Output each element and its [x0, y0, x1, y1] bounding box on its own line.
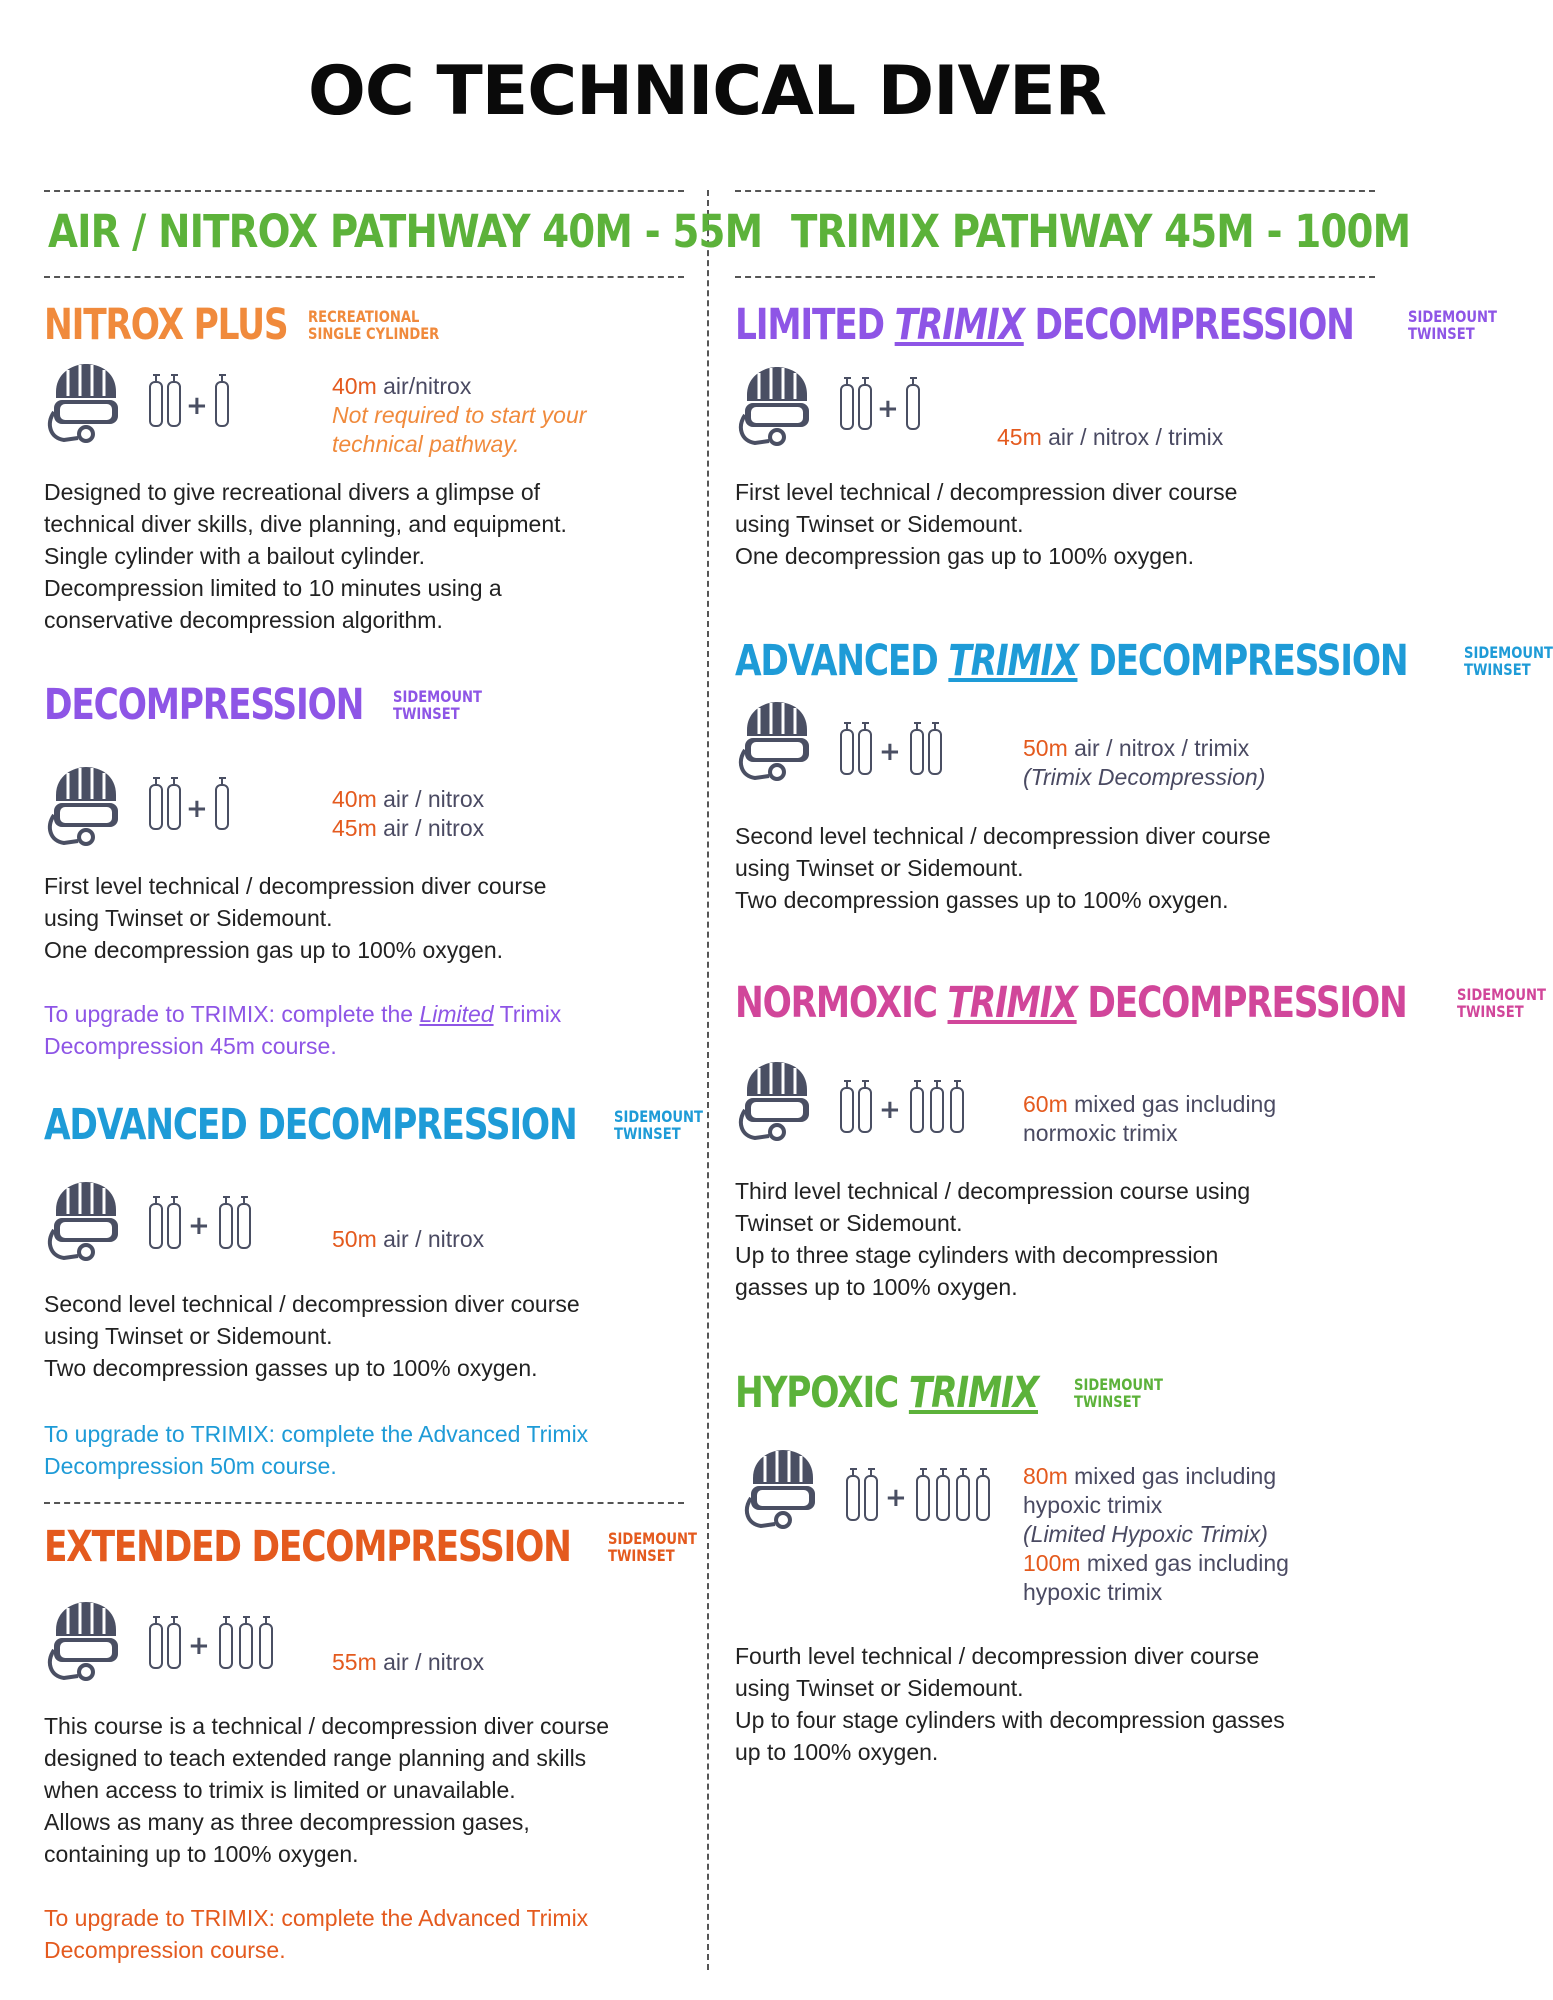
spec-text: air / nitrox — [376, 1649, 485, 1675]
course-tag — [1408, 308, 1497, 342]
pathway-title-left: AIR / NITROX PATHWAY 40M - 55M — [48, 205, 763, 258]
desc-line: This course is a technical / decompression diver course — [44, 1713, 610, 1739]
desc-line: using Twinset or Sidemount. — [735, 855, 1024, 881]
name-part: LIMITED — [735, 300, 895, 350]
course-nitrox-plus — [44, 300, 724, 350]
equipment-icons — [44, 765, 244, 855]
name-part: NORMOXIC — [735, 978, 948, 1028]
depth: 60m — [1023, 1091, 1068, 1117]
course-name — [735, 1368, 1038, 1418]
desc-line: Two decompression gasses up to 100% oxygen. — [44, 1355, 538, 1381]
right-column — [735, 0, 1553, 2000]
spec-text: air/nitrox — [376, 373, 472, 399]
desc-line: Designed to give recreational divers a glimpse of — [44, 479, 541, 505]
tag-line: TWINSET — [1456, 1002, 1524, 1021]
spec-text: air / nitrox — [376, 815, 485, 841]
depth: 100m — [1023, 1550, 1081, 1576]
name-emphasis: TRIMIX — [894, 300, 1024, 350]
course-name: DECOMPRESSION — [44, 680, 364, 730]
desc-line: Allows as many as three decompression gases, — [44, 1809, 530, 1835]
desc-line: using Twinset or Sidemount. — [44, 905, 333, 931]
course-description — [735, 1175, 1395, 1303]
course-specs — [997, 423, 1223, 452]
depth: 50m — [332, 1226, 377, 1252]
desc-line: Twinset or Sidemount. — [735, 1210, 963, 1236]
desc-line: Second level technical / decompression diver course — [735, 823, 1271, 849]
upgrade-note — [44, 1902, 684, 1966]
tag-line: RECREATIONAL — [308, 307, 420, 326]
course-name — [735, 636, 1407, 686]
depth: 40m — [332, 373, 377, 399]
spec-text: air / nitrox / trimix — [1067, 735, 1250, 761]
desc-line: First level technical / decompression diver course — [44, 873, 547, 899]
page-title: OC TECHNICAL DIVER — [308, 52, 1106, 131]
upgrade-note — [44, 1418, 684, 1482]
course-name: ADVANCED DECOMPRESSION — [44, 1100, 577, 1150]
course-limited-trimix — [735, 300, 1498, 350]
svg-text:+: + — [186, 794, 208, 824]
course-tag — [1464, 644, 1553, 678]
course-description — [44, 476, 704, 636]
svg-text:+: + — [877, 394, 899, 424]
svg-text:+: + — [885, 1483, 907, 1513]
equipment-icons — [44, 1180, 284, 1270]
desc-line: One decompression gas up to 100% oxygen. — [44, 937, 504, 963]
course-tag — [614, 1108, 703, 1142]
course-normoxic-trimix — [735, 978, 1546, 1028]
depth: 40m — [332, 786, 377, 812]
note-text: To upgrade to TRIMIX: complete the Advanced Trimix — [44, 1421, 589, 1447]
divider-left-sub — [44, 276, 684, 278]
tag-line: TWINSET — [613, 1124, 681, 1143]
tag-line: TWINSET — [1073, 1392, 1141, 1411]
course-specs — [1023, 734, 1265, 792]
tag-line: SIDEMOUNT — [1408, 307, 1498, 326]
course-specs — [332, 1648, 484, 1677]
svg-text:+: + — [879, 737, 901, 767]
course-specs — [1023, 1090, 1276, 1148]
diver-gear-icon — [735, 700, 975, 790]
desc-line: Two decompression gasses up to 100% oxygen. — [735, 887, 1229, 913]
desc-line: using Twinset or Sidemount. — [735, 511, 1024, 537]
diver-gear-icon — [741, 1448, 1021, 1538]
spec-text: mixed gas including — [1080, 1550, 1289, 1576]
course-hypoxic-trimix — [735, 1368, 1415, 1418]
note-text: Decompression 50m course. — [44, 1453, 337, 1479]
svg-text:+: + — [188, 1211, 210, 1241]
divider-right-sub — [735, 276, 1375, 278]
course-description — [44, 870, 704, 966]
spec-text: air / nitrox — [376, 1226, 485, 1252]
name-part: DECOMPRESSION — [1023, 300, 1354, 350]
desc-line: Fourth level technical / decompression diver course — [735, 1643, 1260, 1669]
upgrade-note — [44, 998, 684, 1062]
note-text: Trimix — [493, 1001, 562, 1027]
desc-line: Single cylinder with a bailout cylinder. — [44, 543, 425, 569]
course-advanced-trimix — [735, 636, 1553, 686]
desc-line: when access to trimix is limited or unavailable. — [44, 1777, 516, 1803]
tag-line: SINGLE CYLINDER — [308, 324, 440, 343]
tag-line: SIDEMOUNT — [393, 687, 482, 706]
desc-line: technical diver skills, dive planning, and equipment. — [44, 511, 567, 537]
desc-line: First level technical / decompression diver course — [735, 479, 1238, 505]
tag-line: TWINSET — [608, 1546, 676, 1565]
desc-line: One decompression gas up to 100% oxygen. — [735, 543, 1195, 569]
desc-line: gasses up to 100% oxygen. — [735, 1274, 1018, 1300]
desc-line: Decompression limited to 10 minutes using a — [44, 575, 502, 601]
desc-line: Up to three stage cylinders with decompression — [735, 1242, 1219, 1268]
name-part: DECOMPRESSION — [1077, 636, 1408, 686]
equipment-icons — [735, 365, 935, 455]
depth: 45m — [332, 815, 377, 841]
course-specs — [1023, 1462, 1289, 1607]
desc-line: designed to teach extended range planning and skills — [44, 1745, 587, 1771]
tag-line: SIDEMOUNT — [1073, 1375, 1163, 1394]
name-emphasis: TRIMIX — [948, 636, 1078, 686]
note-text: To upgrade to TRIMIX: complete the Advanced Trimix — [44, 1905, 589, 1931]
equipment-icons — [735, 1060, 995, 1150]
desc-line: using Twinset or Sidemount. — [735, 1675, 1024, 1701]
name-part: ADVANCED — [735, 636, 949, 686]
depth: 80m — [1023, 1463, 1068, 1489]
diver-gear-icon — [735, 1060, 995, 1150]
equipment-icons — [741, 1448, 1021, 1538]
tag-line: SIDEMOUNT — [1456, 985, 1546, 1004]
depth: 45m — [997, 424, 1042, 450]
svg-text:+: + — [186, 391, 208, 421]
course-name — [735, 978, 1407, 1028]
diver-gear-icon — [44, 1600, 304, 1690]
desc-line: containing up to 100% oxygen. — [44, 1841, 359, 1867]
course-tag — [1074, 1376, 1163, 1410]
depth: 50m — [1023, 735, 1068, 761]
course-specs — [332, 785, 484, 843]
course-decompression — [44, 680, 724, 730]
spec-text: air / nitrox — [376, 786, 485, 812]
diver-gear-icon — [44, 1180, 284, 1270]
equipment-icons — [44, 362, 244, 452]
tag-line: TWINSET — [1408, 324, 1476, 343]
course-advanced-decompression — [44, 1100, 724, 1150]
course-name: NITROX PLUS — [44, 300, 288, 350]
desc-line: up to 100% oxygen. — [735, 1739, 939, 1765]
desc-line: Second level technical / decompression diver course — [44, 1291, 580, 1317]
name-emphasis: TRIMIX — [947, 978, 1077, 1028]
spec-text: hypoxic trimix — [1023, 1579, 1163, 1605]
course-description — [44, 1288, 704, 1384]
spec-note: Not required to start your technical pathway. — [332, 402, 587, 457]
diver-gear-icon — [44, 362, 244, 452]
course-extended-decompression — [44, 1522, 724, 1572]
spec-text: mixed gas including — [1067, 1463, 1277, 1489]
spec-text: air / nitrox / trimix — [1041, 424, 1224, 450]
spec-text: normoxic trimix — [1023, 1120, 1178, 1146]
divider-left-lower — [44, 1502, 684, 1504]
note-text: Decompression course. — [44, 1937, 286, 1963]
course-description — [735, 1640, 1395, 1768]
depth: 55m — [332, 1649, 377, 1675]
course-name: EXTENDED DECOMPRESSION — [44, 1522, 571, 1572]
spec-note: (Trimix Decompression) — [1023, 764, 1266, 790]
note-emphasis: Limited — [419, 1001, 494, 1027]
course-description — [735, 820, 1395, 916]
course-description — [44, 1710, 704, 1870]
svg-text:+: + — [188, 1631, 210, 1661]
tag-line: TWINSET — [1463, 660, 1531, 679]
spec-note: (Limited Hypoxic Trimix) — [1023, 1521, 1268, 1547]
note-text: To upgrade to TRIMIX: complete the — [44, 1001, 420, 1027]
tag-line: SIDEMOUNT — [1463, 643, 1553, 662]
course-specs — [332, 372, 652, 459]
spec-text: hypoxic trimix — [1023, 1492, 1163, 1518]
pathway-title-right: TRIMIX PATHWAY 45M - 100M — [791, 205, 1411, 258]
diver-gear-icon — [44, 765, 244, 855]
equipment-icons — [735, 700, 975, 790]
equipment-icons — [44, 1600, 304, 1690]
column-divider — [707, 190, 709, 1970]
name-emphasis: TRIMIX — [908, 1368, 1038, 1418]
tag-line: TWINSET — [393, 704, 460, 723]
desc-line: Up to four stage cylinders with decompression gasses — [735, 1707, 1285, 1733]
desc-line: conservative decompression algorithm. — [44, 607, 443, 633]
course-tag — [308, 308, 439, 342]
course-specs — [332, 1225, 484, 1254]
desc-line: using Twinset or Sidemount. — [44, 1323, 333, 1349]
diver-gear-icon — [735, 365, 935, 455]
note-text: Decompression 45m course. — [44, 1033, 337, 1059]
name-part: DECOMPRESSION — [1076, 978, 1407, 1028]
course-tag — [393, 688, 482, 722]
course-description — [735, 476, 1395, 572]
desc-line: Third level technical / decompression course using — [735, 1178, 1251, 1204]
svg-text:+: + — [879, 1095, 901, 1125]
tag-line: SIDEMOUNT — [613, 1107, 703, 1126]
course-tag — [608, 1530, 697, 1564]
name-part: HYPOXIC — [735, 1368, 909, 1418]
course-tag — [1457, 986, 1546, 1020]
tag-line: SIDEMOUNT — [608, 1529, 698, 1548]
course-name — [735, 300, 1354, 350]
spec-text: mixed gas including — [1067, 1091, 1277, 1117]
